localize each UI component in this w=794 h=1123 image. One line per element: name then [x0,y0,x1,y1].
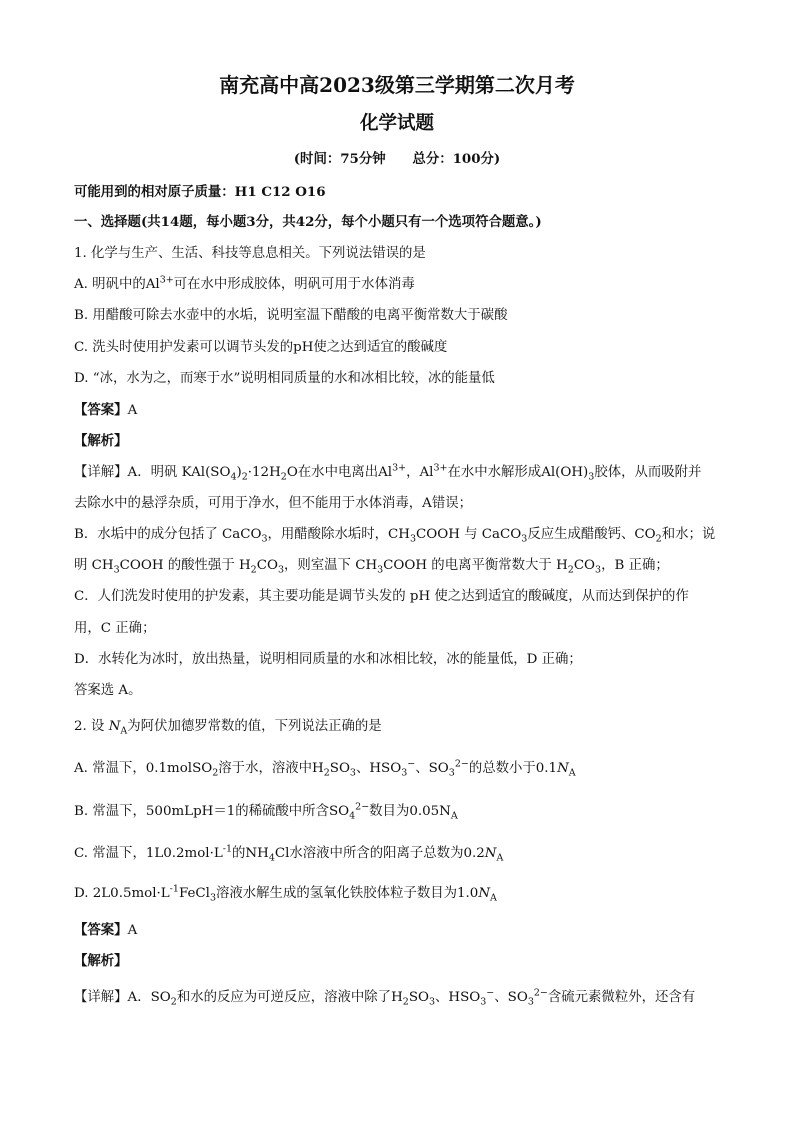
q1-option-d: D. “冰，水为之，而寒于水”说明相同质量的水和冰相比较，冰的能量低 [74,371,495,386]
q2-option-a: A. 常温下，0.1molSO$_2$溶于水，溶液中$H_2SO_3$、$HSO_3^-$、$SO_3^{2-}$的总数小于$0.1N_A$ [74,758,576,779]
q1-option-a: A. 明矾中的$Al^{3+}$可在水中形成胶体，明矾可用于水体消毒 [74,274,415,292]
q1-answer: 【答案】A [74,402,138,418]
q2-answer: 【答案】A [74,922,138,938]
q1-analysis-tag: 【解析】 [74,433,128,449]
q1-detail-line-3: B．水垢中的成分包括了 CaCO$_3$，用醋酸除水垢时，$CH_3COOH$ 与 CaCO$_3$反应生成醋酸钙、$CO_2$和水；说 [74,527,716,545]
q2-stem: 2. 设 $N_A$为阿伏加德罗常数的值，下列说法正确的是 [74,719,382,737]
q1-detail-line-8: 答案选 A。 [74,683,142,698]
q1-stem: 1. 化学与生产、生活、科技等息息相关。下列说法错误的是 [74,246,426,261]
q1-detail-line-4: 明 $CH_3COOH$ 的酸性强于 $H_2CO_3$，则室温下 $CH_3COOH$ 的电离平衡常数大于 $H_2CO_3$，B 正确； [74,558,669,576]
q1-option-b: B. 用醋酸可除去水壶中的水垢，说明室温下醋酸的电离平衡常数大于碳酸 [74,308,508,323]
q1-option-c: C. 洗头时使用护发素可以调节头发的pH使之达到适宜的酸碱度 [74,340,448,355]
q1-detail-line-6: 用，C 正确； [74,621,156,636]
q2-option-d: D. $2L0.5mol\cdot L^{-1}FeCl_3$溶液水解生成的氢氧化铁胶体粒子数目为$1.0N_A$ [74,883,497,904]
time-info: (时间：75分钟 总分：100分) [293,151,501,167]
q1-detail-line-7: D．水转化为冰时，放出热量，说明相同质量的水和冰相比较，冰的能量低，D 正确； [74,652,582,667]
exam-title: 南充高中高2023级第三学期第二次月考 [219,73,575,97]
q2-detail-line-1: 【详解】A．$SO_2$和水的反应为可逆反应，溶液中除了$H_2SO_3$、$HSO_3^-$、$SO_3^{2-}$含硫元素微粒外，还含有 [74,987,696,1008]
subject-title: 化学试题 [359,113,434,134]
q1-detail-line-2: 去除水中的悬浮杂质，可用于净水，但不能用于水体消毒，A错误； [74,496,472,511]
section-title: 一、选择题(共14题，每小题3分，共42分，每个小题只有一个选项符合题意。) [74,214,542,230]
q2-option-c: C. 常温下，$1L0.2mol\cdot L^{-1}$的$NH_4Cl$水溶液中所含的阳离子总数为$0.2N_A$ [74,843,504,864]
atomic-mass-line: 可能用到的相对原子质量：H1 C12 O16 [74,184,326,200]
q2-option-b: B. 常温下，500mLpH＝1的稀硫酸中所含$SO_4^{2-}$数目为$0.05N_A$ [74,801,458,822]
q1-detail-line-1: 【详解】A．明矾 $KAl(SO_4)_2\cdot 12H_2O$在水中电离出$Al^{3+}$，$Al^{3+}$在水中水解形成$Al(OH)_3$胶体，从而吸附并 [74,462,702,483]
q1-detail-line-5: C．人们洗发时使用的护发素，其主要功能是调节头发的 pH 使之达到适宜的酸碱度，从而达到保护的作 [74,589,689,604]
q2-analysis-tag: 【解析】 [74,953,128,969]
